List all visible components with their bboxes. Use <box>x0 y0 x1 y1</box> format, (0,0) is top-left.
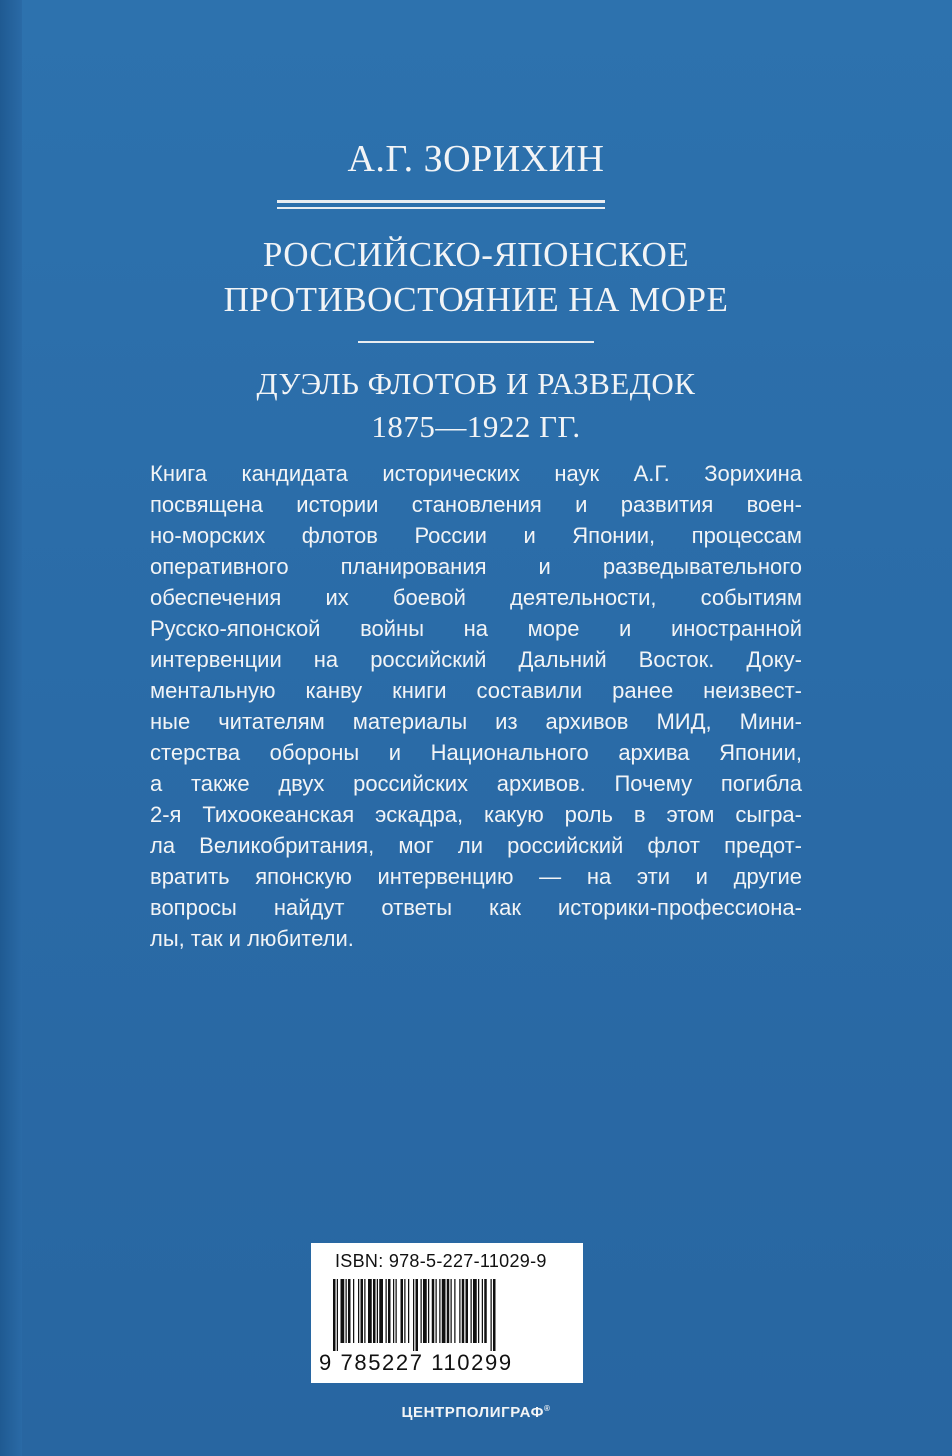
annotation-line: вопросы найдут ответы как историки-профессиона- <box>150 895 802 920</box>
publisher-name: ЦЕНТРПОЛИГРАФ <box>401 1404 545 1421</box>
barcode-bar <box>364 1279 365 1343</box>
barcode-bar <box>439 1279 440 1343</box>
barcode-bar <box>361 1279 364 1343</box>
annotation-line: вратить японскую интервенцию — на эти и другие <box>150 864 802 889</box>
barcode-bar <box>432 1279 435 1343</box>
barcode-bar <box>408 1279 409 1343</box>
annotation-line: ментальную канву книги составили ранее неизвест- <box>150 678 802 703</box>
barcode-bar <box>358 1279 359 1343</box>
annotation-line: Книга кандидата исторических наук А.Г. Зорихина <box>150 461 802 486</box>
book-subtitle <box>0 362 952 448</box>
book-annotation <box>150 458 802 954</box>
barcode-digits: 9 785227 110299 <box>319 1350 513 1375</box>
book-title <box>0 232 952 322</box>
barcode-bar <box>423 1279 427 1343</box>
barcode-bar <box>473 1279 477 1343</box>
barcode-bar <box>393 1279 394 1343</box>
barcode-bar <box>442 1279 446 1343</box>
barcode-bar <box>413 1279 414 1351</box>
barcode-bar <box>373 1279 376 1343</box>
annotation-line: но-морских флотов России и Японии, процессам <box>150 523 802 548</box>
barcode-bar <box>341 1279 345 1343</box>
barcode-bar <box>404 1279 405 1343</box>
author-name: А.Г. ЗОРИХИН <box>347 138 605 180</box>
publisher-logo <box>0 1404 952 1421</box>
annotation-line: посвящена истории становления и развития воен- <box>150 492 802 517</box>
barcode-bar <box>466 1279 469 1343</box>
barcode-bar <box>421 1279 422 1343</box>
barcode-bar <box>493 1279 496 1351</box>
barcode-bar <box>396 1279 397 1343</box>
barcode-bar <box>348 1279 351 1343</box>
annotation-line: интервенции на российский Дальний Восток. Доку- <box>150 647 802 672</box>
barcode-bar <box>436 1279 437 1343</box>
barcode-bar <box>368 1279 372 1343</box>
barcode-label <box>311 1243 583 1383</box>
barcode-bar <box>337 1279 338 1351</box>
annotation-line: ные читателям материалы из архивов МИД, Мини- <box>150 709 802 734</box>
book-title-line-2: ПРОТИВОСТОЯНИЕ НА МОРЕ <box>223 280 729 319</box>
registered-mark: ® <box>544 1404 551 1413</box>
annotation-line: обеспечения их боевой деятельности, событиям <box>150 585 802 610</box>
annotation-line: лы, так и любители. <box>150 926 354 951</box>
barcode-bar <box>333 1279 336 1351</box>
barcode-bar <box>353 1279 354 1343</box>
barcode-bar <box>471 1279 472 1343</box>
barcode-bar <box>482 1279 483 1343</box>
book-subtitle-line-1: ДУЭЛЬ ФЛОТОВ И РАЗВЕДОК <box>256 366 696 401</box>
annotation-line: стерства обороны и Национального архива Японии, <box>150 740 802 765</box>
barcode-bar <box>447 1279 450 1343</box>
barcode-bar <box>346 1279 347 1343</box>
barcode-bars <box>333 1279 561 1351</box>
book-title-line-1: РОССИЙСКО-ЯПОНСКОЕ <box>262 235 690 274</box>
spine-edge <box>0 0 22 1456</box>
annotation-line: ла Великобритания, мог ли российский флот предот- <box>150 833 802 858</box>
barcode-bar <box>478 1279 479 1343</box>
book-subtitle-line-2: 1875—1922 ГГ. <box>371 409 581 444</box>
barcode-bar <box>386 1279 387 1343</box>
isbn-number: ISBN: 978-5-227-11029-9 <box>335 1251 547 1271</box>
barcode-bar <box>416 1279 419 1351</box>
annotation-line: 2-я Тихоокеанская эскадра, какую роль в этом сыгра- <box>150 802 802 827</box>
barcode-bar <box>388 1279 391 1343</box>
barcode-bar <box>459 1279 460 1343</box>
barcode-bar <box>377 1279 378 1343</box>
annotation-line: оперативного планирования и разведывательного <box>150 554 802 579</box>
annotation-line: Русско-японской войны на море и иностранной <box>150 616 802 641</box>
author-rule-bottom <box>277 207 605 209</box>
barcode-bar <box>454 1279 455 1343</box>
barcode-bar <box>379 1279 383 1343</box>
barcode-bar <box>401 1279 404 1343</box>
title-divider <box>358 341 594 343</box>
barcode-bar <box>491 1279 492 1351</box>
barcode-bar <box>428 1279 429 1343</box>
barcode-bar <box>462 1279 465 1343</box>
barcode-bar <box>484 1279 487 1343</box>
author-rule-top <box>277 200 605 203</box>
barcode-bar <box>451 1279 452 1343</box>
annotation-line: а также двух российских архивов. Почему погибла <box>150 771 802 796</box>
